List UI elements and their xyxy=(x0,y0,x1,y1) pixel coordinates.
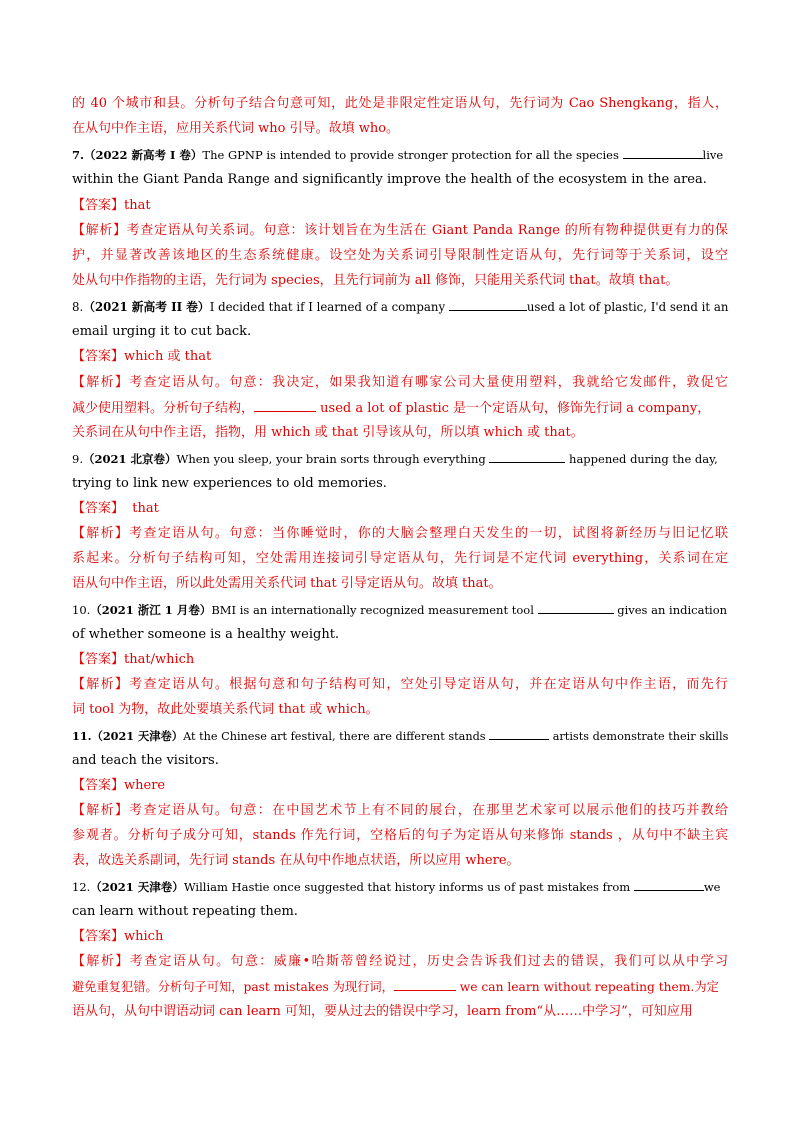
answer-value: which 或 that xyxy=(124,349,212,364)
answer-label: 【答案】 xyxy=(72,929,125,944)
question-text: BMI is an internationally recognized measurement tool xyxy=(211,603,538,617)
question-8 xyxy=(72,297,728,317)
question-text: At the Chinese art festival, there are different stands xyxy=(183,730,490,743)
answer-blank xyxy=(623,145,703,159)
analysis-11-line-1 xyxy=(72,801,728,821)
question-text-cont: live xyxy=(702,148,724,162)
question-number: 10. xyxy=(72,603,91,617)
analysis-9-line-1 xyxy=(72,524,728,544)
answer-11 xyxy=(72,776,728,796)
question-9-line-2: trying to link new experiences to old memories. xyxy=(72,476,387,491)
answer-10 xyxy=(72,650,728,670)
question-9 xyxy=(72,449,728,469)
analysis-text: 考查定语从句。句意：威廉•哈斯蒂曾经说过，历史会告诉我们过去的错误，我们可以从中学习 xyxy=(129,954,728,969)
answer-7 xyxy=(72,196,728,216)
analysis-label: 【解析】 xyxy=(72,954,130,969)
question-source: （2021 新高考 II 卷） xyxy=(83,300,210,314)
question-source: （2021 北京卷） xyxy=(82,452,177,466)
answer-9 xyxy=(72,499,728,519)
question-number: 11. xyxy=(72,729,92,743)
question-text: The GPNP is intended to provide stronger protection for all the species xyxy=(202,148,623,162)
answer-value: that xyxy=(132,501,159,516)
question-text-cont: artists demonstrate their skills xyxy=(549,730,729,743)
question-12-line-2: can learn without repeating them. xyxy=(72,904,298,919)
analysis-9-line-3: 语从句中作主语，所以此处需用关系代词 that 引导定语从句。故填 that。 xyxy=(72,576,502,591)
answer-blank xyxy=(634,877,704,891)
question-7-line-2: within the Giant Panda Range and significantly improve the health of the ecosystem in the area. xyxy=(72,172,707,187)
analysis-label: 【解析】 xyxy=(72,526,130,541)
question-number: 12. xyxy=(72,880,91,894)
question-number: 8. xyxy=(72,300,84,314)
analysis-text: 考查定语从句。句意：当你睡觉时，你的大脑会整理白天发生的一切，试图将新经历与旧记忆联 xyxy=(129,526,728,541)
answer-label: 【答案】 xyxy=(72,652,125,667)
analysis-12-line-2 xyxy=(72,977,728,997)
analysis-7-line-3: 处从句中作指物的主语，先行词为 species，且先行词前为 all 修饰，只能用关系代词 that。故填 that。 xyxy=(72,273,679,288)
question-text-cont: gives an indication xyxy=(613,603,728,617)
answer-blank xyxy=(489,726,549,740)
analysis-10-line-1 xyxy=(72,675,728,695)
analysis-text-cont: we can learn without repeating them.为定 xyxy=(455,980,719,994)
question-number: 7. xyxy=(72,148,85,162)
analysis-11-line-3: 表，故选关系副词，先行词 stands 在从句中作地点状语，所以应用 where。 xyxy=(72,853,520,868)
question-text: William Hastie once suggested that history informs us of past mistakes from xyxy=(183,880,634,894)
analysis-text: 考查定语从句。句意：我决定，如果我知道有哪家公司大量使用塑料，我就给它发邮件，敦促它 xyxy=(129,375,728,390)
answer-blank xyxy=(394,977,456,991)
analysis-label: 【解析】 xyxy=(72,375,130,390)
question-number: 9. xyxy=(72,452,83,466)
answer-blank xyxy=(538,600,614,614)
question-8-line-2: email urging it to cut back. xyxy=(72,324,252,339)
analysis-7-line-2: 护，并显著改善该地区的生态系统健康。设空处为关系词引导限制性定语从句，先行词等于关系词，设空 xyxy=(72,248,728,263)
question-text: When you sleep, your brain sorts through everything xyxy=(176,452,490,466)
analysis-12-line-1 xyxy=(72,952,728,972)
intro-line-2: 在从句中作主语，应用关系代词 who 引导。故填 who。 xyxy=(72,121,400,136)
answer-value: where xyxy=(124,778,166,793)
analysis-label: 【解析】 xyxy=(72,677,130,692)
analysis-label: 【解析】 xyxy=(72,803,130,818)
analysis-11-line-2: 参观者。分析句子成分可知，stands 作先行词，空格后的句子为定语从句来修饰 stands ，从句中不缺主宾 xyxy=(72,828,728,843)
question-11-line-2: and teach the visitors. xyxy=(72,753,219,768)
analysis-text-cont: used a lot of plastic 是一个定语从句，修饰先行词 a company， xyxy=(316,401,711,416)
answer-8 xyxy=(72,347,728,367)
analysis-9-line-2: 系起来。分析句子结构可知，空处需用连接词引导定语从句，先行词是不定代词 everything，关系词在定 xyxy=(72,551,728,566)
answer-blank xyxy=(489,449,565,463)
analysis-text: 考查定语从句。根据句意和句子结构可知，空处引导定语从句，并在定语从句中作主语，而先行 xyxy=(129,677,728,692)
answer-blank xyxy=(449,297,527,311)
question-text-cont: we xyxy=(703,880,721,894)
question-text: I decided that if I learned of a company xyxy=(209,300,449,314)
intro-line-1: 的 40 个城市和县。分析句子结合句意可知，此处是非限定性定语从句，先行词为 Cao Shengkang，指人， xyxy=(72,96,728,111)
question-source: （2021 天津卷） xyxy=(90,880,184,894)
analysis-12-line-3: 语从句，从句中谓语动词 can learn 可知，要从过去的错误中学习，learn from“从……中学习”，可知应用 xyxy=(72,1004,693,1019)
answer-value: which xyxy=(124,929,164,944)
answer-value: that/which xyxy=(124,652,195,667)
answer-label: 【答案】 xyxy=(72,349,125,364)
answer-label: 【答案】 xyxy=(72,778,125,793)
analysis-8-line-2 xyxy=(72,398,728,418)
analysis-text: 避免重复犯错。分析句子可知，past mistakes 为现行词， xyxy=(72,980,394,994)
question-7 xyxy=(72,145,728,165)
question-source: （2021 天津卷） xyxy=(91,729,184,743)
question-source: （2021 浙江 1 月卷） xyxy=(90,603,212,617)
question-10 xyxy=(72,600,728,620)
question-source: （2022 新高考 I 卷） xyxy=(84,148,203,162)
question-text-cont: used a lot of plastic, I'd send it an xyxy=(526,300,729,314)
answer-12 xyxy=(72,927,728,947)
answer-label: 【答案】 xyxy=(72,501,125,516)
analysis-8-line-1 xyxy=(72,373,728,393)
question-10-line-2: of whether someone is a healthy weight. xyxy=(72,627,340,642)
analysis-8-line-3: 关系词在从句中作主语，指物，用 which 或 that 引导该从句，所以填 which 或 that。 xyxy=(72,425,584,440)
analysis-10-line-2: 词 tool 为物，故此处要填关系代词 that 或 which。 xyxy=(72,702,379,717)
analysis-text: 考查定语从句。句意：在中国艺术节上有不同的展台，在那里艺术家可以展示他们的技巧并教给 xyxy=(129,803,728,818)
question-text-cont: happened during the day, xyxy=(565,452,718,466)
analysis-text: 考查定语从句关系词。句意：该计划旨在为生活在 Giant Panda Range 的所有物种提供更有力的保 xyxy=(126,223,728,238)
question-11 xyxy=(72,726,728,746)
analysis-7-line-1 xyxy=(72,221,728,241)
analysis-text: 减少使用塑料。分析句子结构， xyxy=(72,401,255,416)
analysis-label: 【解析】 xyxy=(72,223,127,238)
answer-value: that xyxy=(124,198,151,213)
answer-blank xyxy=(254,398,316,412)
question-12 xyxy=(72,877,728,897)
answer-label: 【答案】 xyxy=(72,198,125,213)
